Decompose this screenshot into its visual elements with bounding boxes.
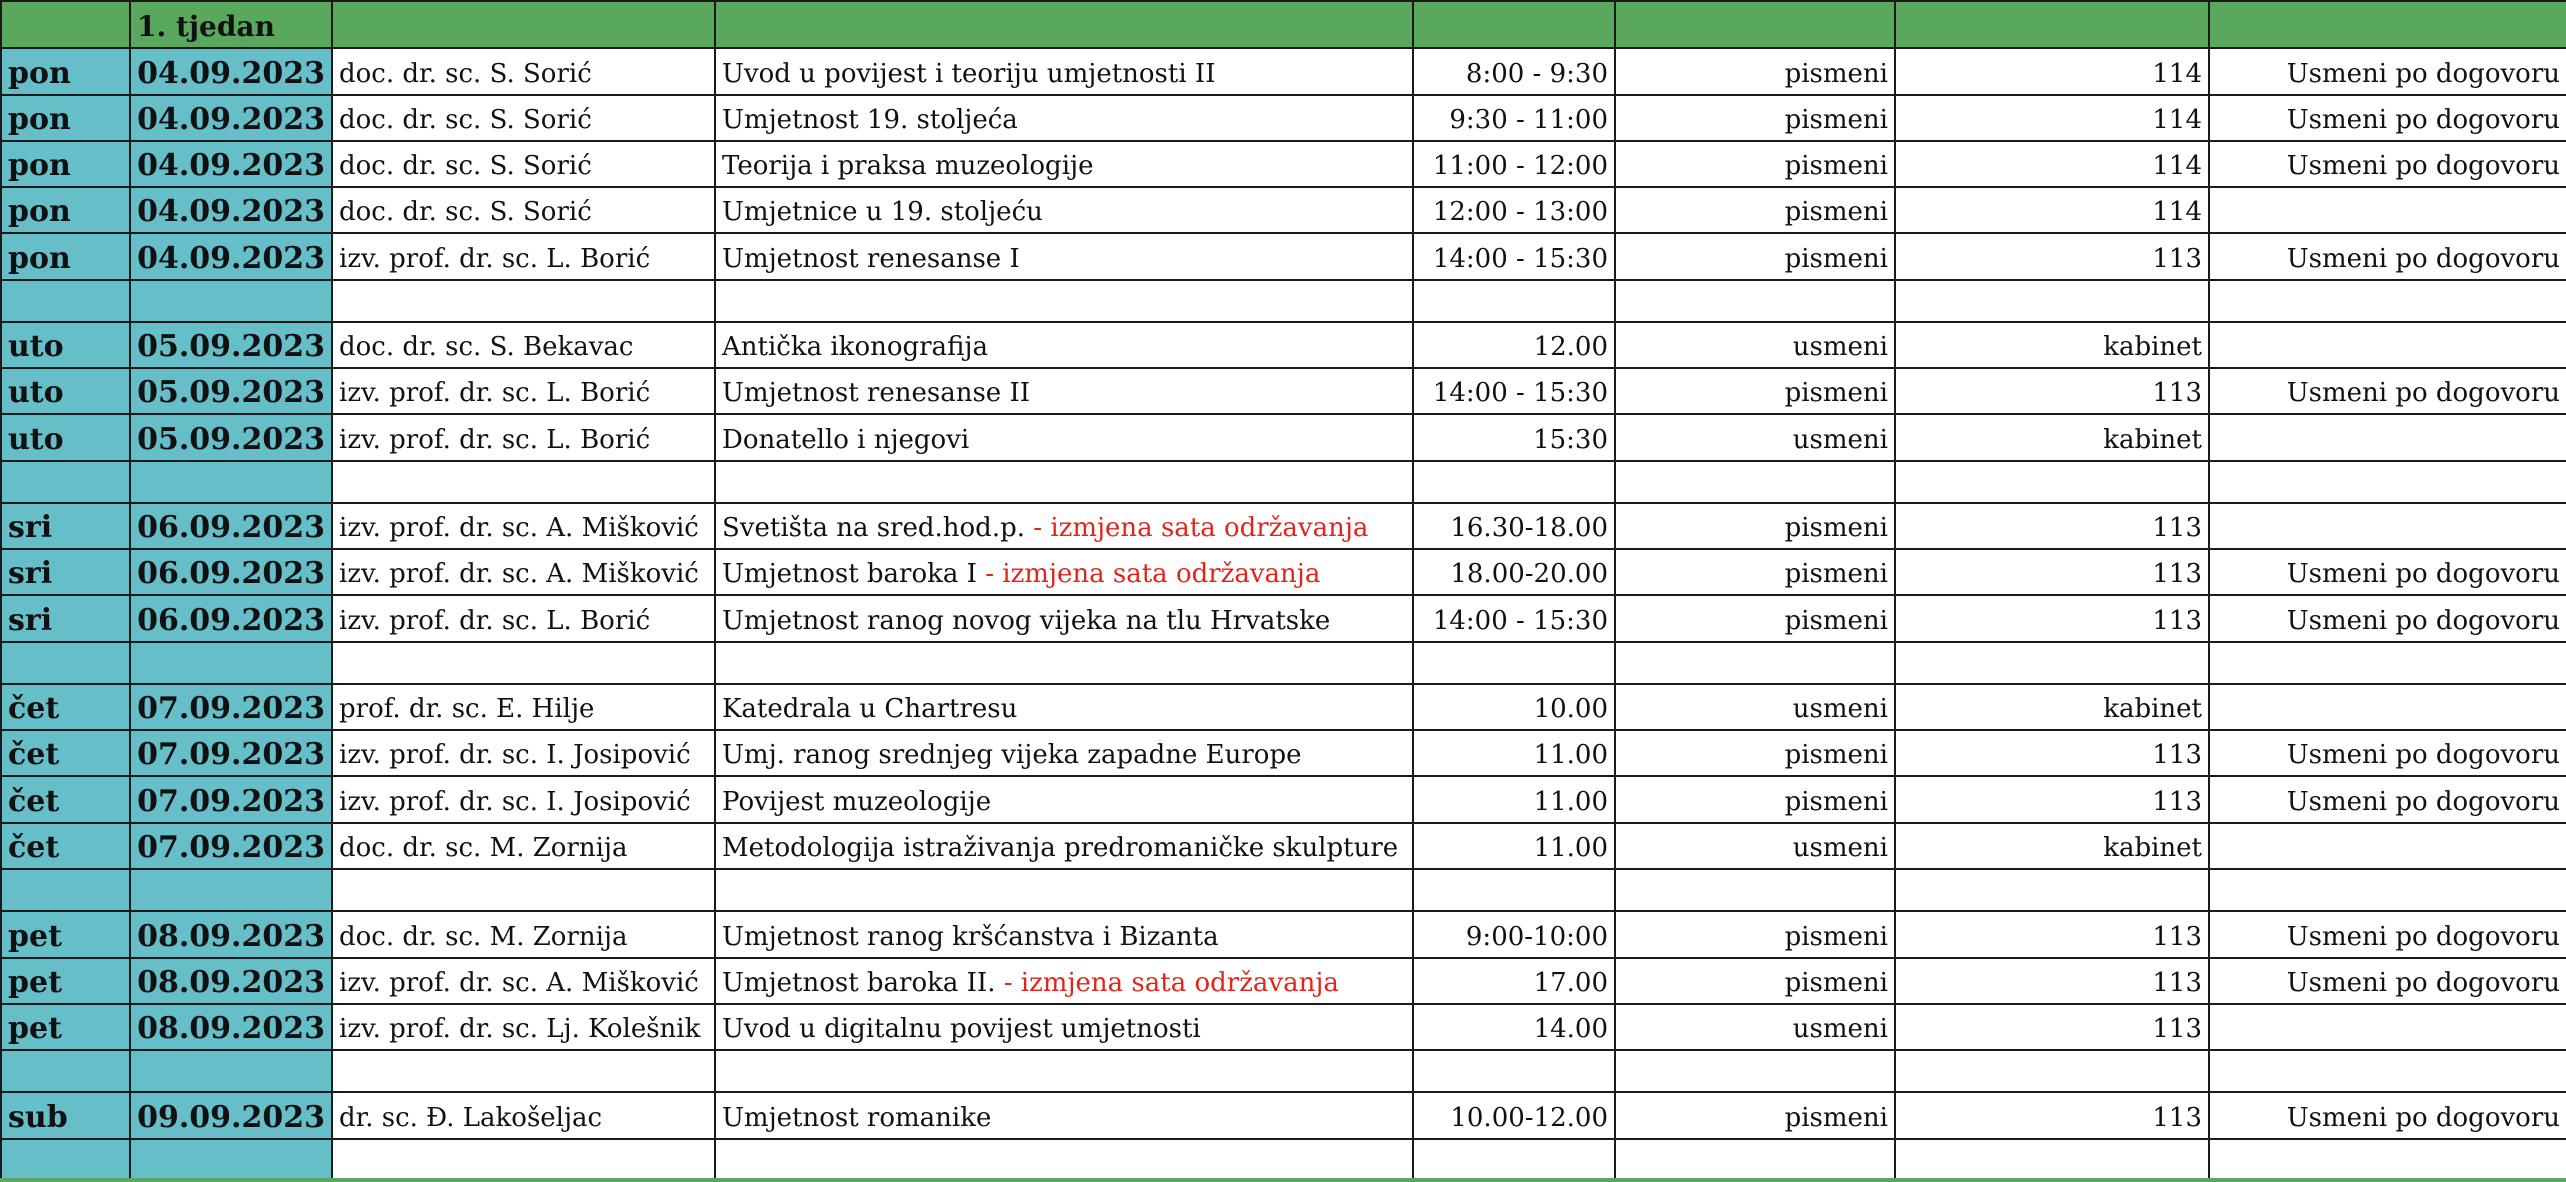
schedule-change-note: - izmjena sata održavanja xyxy=(1003,967,1339,998)
teacher-cell[interactable]: dr. sc. Đ. Lakošeljac xyxy=(332,1092,715,1138)
schedule-change-note: - izmjena sata održavanja xyxy=(1033,513,1369,544)
empty-cell[interactable] xyxy=(715,869,1413,911)
note-cell[interactable] xyxy=(2209,503,2566,549)
time-cell[interactable]: 14.00 xyxy=(1413,1004,1615,1050)
date-cell[interactable]: 08.09.2023 xyxy=(130,1004,332,1050)
day-cell[interactable]: pon xyxy=(1,187,130,233)
teacher-cell[interactable]: prof. dr. sc. E. Hilje xyxy=(332,684,715,730)
room-cell[interactable]: 113 xyxy=(1895,549,2209,595)
empty-cell[interactable] xyxy=(130,280,332,322)
note-cell[interactable]: Usmeni po dogovoru xyxy=(2209,141,2566,187)
day-cell[interactable]: čet xyxy=(1,730,130,776)
exam-type-cell[interactable]: pismeni xyxy=(1615,233,1895,279)
empty-cell[interactable] xyxy=(1615,280,1895,322)
time-cell[interactable]: 17.00 xyxy=(1413,958,1615,1004)
empty-cell[interactable] xyxy=(715,1139,1413,1180)
course-name: Povijest muzeologije xyxy=(722,786,992,817)
exam-row xyxy=(1,322,2566,368)
exam-row xyxy=(1,730,2566,776)
time-cell[interactable]: 18.00-20.00 xyxy=(1413,549,1615,595)
room-cell[interactable]: 113 xyxy=(1895,595,2209,641)
course-cell[interactable] xyxy=(715,684,1413,730)
exam-type-cell[interactable]: pismeni xyxy=(1615,958,1895,1004)
exam-type-cell[interactable]: pismeni xyxy=(1615,730,1895,776)
note-cell[interactable]: Usmeni po dogovoru xyxy=(2209,595,2566,641)
exam-type-cell[interactable]: usmeni xyxy=(1615,823,1895,869)
empty-cell[interactable] xyxy=(1,461,130,503)
separator-row xyxy=(1,1050,2566,1092)
room-cell[interactable]: 113 xyxy=(1895,1004,2209,1050)
course-cell[interactable] xyxy=(715,730,1413,776)
teacher-cell[interactable]: doc. dr. sc. S. Sorić xyxy=(332,141,715,187)
room-cell[interactable]: 114 xyxy=(1895,48,2209,94)
time-cell[interactable]: 11.00 xyxy=(1413,823,1615,869)
empty-cell[interactable] xyxy=(332,280,715,322)
time-cell[interactable]: 14:00 - 15:30 xyxy=(1413,595,1615,641)
empty-cell[interactable] xyxy=(1895,1139,2209,1180)
day-cell[interactable]: sri xyxy=(1,503,130,549)
note-cell[interactable]: Usmeni po dogovoru xyxy=(2209,233,2566,279)
note-cell[interactable]: Usmeni po dogovoru xyxy=(2209,48,2566,94)
note-cell[interactable]: Usmeni po dogovoru xyxy=(2209,368,2566,414)
time-cell[interactable]: 10.00-12.00 xyxy=(1413,1092,1615,1138)
date-cell[interactable]: 07.09.2023 xyxy=(130,684,332,730)
empty-cell[interactable] xyxy=(715,642,1413,684)
date-cell[interactable]: 04.09.2023 xyxy=(130,48,332,94)
course-cell[interactable] xyxy=(715,233,1413,279)
exam-type-cell[interactable]: pismeni xyxy=(1615,776,1895,822)
exam-row xyxy=(1,141,2566,187)
teacher-cell[interactable]: doc. dr. sc. S. Sorić xyxy=(332,95,715,141)
teacher-cell[interactable]: izv. prof. dr. sc. A. Mišković xyxy=(332,503,715,549)
empty-cell[interactable] xyxy=(1413,1050,1615,1092)
room-cell[interactable]: 113 xyxy=(1895,1092,2209,1138)
empty-cell[interactable] xyxy=(1895,869,2209,911)
date-cell[interactable]: 04.09.2023 xyxy=(130,233,332,279)
time-cell[interactable]: 11:00 - 12:00 xyxy=(1413,141,1615,187)
course-cell[interactable] xyxy=(715,595,1413,641)
time-cell[interactable]: 10.00 xyxy=(1413,684,1615,730)
room-cell[interactable]: kabinet xyxy=(1895,684,2209,730)
empty-cell[interactable] xyxy=(1,1139,130,1180)
course-cell[interactable] xyxy=(715,1004,1413,1050)
room-cell[interactable]: 113 xyxy=(1895,368,2209,414)
exam-row xyxy=(1,823,2566,869)
header-cell-course[interactable] xyxy=(715,1,1413,48)
header-cell-type[interactable] xyxy=(1615,1,1895,48)
course-cell[interactable] xyxy=(715,823,1413,869)
empty-cell[interactable] xyxy=(1413,642,1615,684)
exam-type-cell[interactable]: usmeni xyxy=(1615,684,1895,730)
separator-row xyxy=(1,642,2566,684)
empty-cell[interactable] xyxy=(1413,869,1615,911)
time-cell[interactable]: 9:00-10:00 xyxy=(1413,911,1615,957)
day-cell[interactable]: uto xyxy=(1,368,130,414)
course-cell[interactable] xyxy=(715,187,1413,233)
header-cell-teacher[interactable] xyxy=(332,1,715,48)
teacher-cell[interactable]: izv. prof. dr. sc. A. Mišković xyxy=(332,958,715,1004)
separator-row xyxy=(1,869,2566,911)
time-cell[interactable]: 14:00 - 15:30 xyxy=(1413,368,1615,414)
exam-type-cell[interactable]: pismeni xyxy=(1615,549,1895,595)
course-cell[interactable] xyxy=(715,368,1413,414)
empty-cell[interactable] xyxy=(1413,1139,1615,1180)
empty-cell[interactable] xyxy=(1615,1050,1895,1092)
sheet-body xyxy=(1,1,2566,1180)
date-cell[interactable]: 09.09.2023 xyxy=(130,1092,332,1138)
teacher-cell[interactable]: izv. prof. dr. sc. L. Borić xyxy=(332,414,715,460)
exam-row xyxy=(1,368,2566,414)
room-cell[interactable]: kabinet xyxy=(1895,414,2209,460)
week-label[interactable]: 1. tjedan xyxy=(130,1,332,48)
course-cell[interactable] xyxy=(715,1092,1413,1138)
teacher-cell[interactable]: izv. prof. dr. sc. I. Josipović xyxy=(332,776,715,822)
course-name: Teorija i praksa muzeologije xyxy=(722,151,1094,182)
time-cell[interactable]: 12.00 xyxy=(1413,322,1615,368)
course-name: Metodologija istraživanja predromaničke skulpture xyxy=(722,833,1399,863)
room-cell[interactable]: 113 xyxy=(1895,503,2209,549)
course-name: Katedrala u Chartresu xyxy=(722,694,1018,725)
note-cell[interactable]: Usmeni po dogovoru xyxy=(2209,911,2566,957)
exam-type-cell[interactable]: pismeni xyxy=(1615,368,1895,414)
note-cell[interactable] xyxy=(2209,187,2566,233)
course-cell[interactable] xyxy=(715,322,1413,368)
exam-type-cell[interactable]: pismeni xyxy=(1615,1092,1895,1138)
exam-row xyxy=(1,95,2566,141)
exam-type-cell[interactable]: pismeni xyxy=(1615,595,1895,641)
teacher-cell[interactable]: doc. dr. sc. S. Sorić xyxy=(332,48,715,94)
empty-cell[interactable] xyxy=(1413,280,1615,322)
empty-cell[interactable] xyxy=(1895,1050,2209,1092)
room-cell[interactable]: 113 xyxy=(1895,730,2209,776)
empty-cell[interactable] xyxy=(1615,869,1895,911)
date-cell[interactable]: 08.09.2023 xyxy=(130,911,332,957)
date-cell[interactable]: 07.09.2023 xyxy=(130,776,332,822)
course-cell[interactable] xyxy=(715,141,1413,187)
room-cell[interactable]: 113 xyxy=(1895,776,2209,822)
schedule-change-note: - izmjena sata održavanja xyxy=(985,559,1321,590)
separator-row xyxy=(1,461,2566,503)
time-cell[interactable]: 9:30 - 11:00 xyxy=(1413,95,1615,141)
empty-cell[interactable] xyxy=(1,1050,130,1092)
day-cell[interactable]: pon xyxy=(1,48,130,94)
empty-cell[interactable] xyxy=(715,280,1413,322)
course-cell[interactable] xyxy=(715,776,1413,822)
course-name: Umjetnice u 19. stoljeću xyxy=(722,197,1043,228)
room-cell[interactable]: 114 xyxy=(1895,95,2209,141)
header-cell-time[interactable] xyxy=(1413,1,1615,48)
room-cell[interactable]: 113 xyxy=(1895,958,2209,1004)
note-cell[interactable]: Usmeni po dogovoru xyxy=(2209,730,2566,776)
course-name: Antička ikonografija xyxy=(722,332,988,363)
empty-cell[interactable] xyxy=(1615,461,1895,503)
teacher-cell[interactable]: izv. prof. dr. sc. I. Josipović xyxy=(332,730,715,776)
empty-cell[interactable] xyxy=(332,1139,715,1180)
empty-cell[interactable] xyxy=(2209,1139,2566,1180)
exam-type-cell[interactable]: pismeni xyxy=(1615,187,1895,233)
course-cell[interactable] xyxy=(715,911,1413,957)
exam-type-cell[interactable]: pismeni xyxy=(1615,911,1895,957)
time-cell[interactable]: 12:00 - 13:00 xyxy=(1413,187,1615,233)
day-cell[interactable]: uto xyxy=(1,414,130,460)
time-cell[interactable]: 8:00 - 9:30 xyxy=(1413,48,1615,94)
day-cell[interactable]: sri xyxy=(1,595,130,641)
empty-cell[interactable] xyxy=(332,869,715,911)
room-cell[interactable]: 113 xyxy=(1895,233,2209,279)
day-cell[interactable]: uto xyxy=(1,322,130,368)
date-cell[interactable]: 05.09.2023 xyxy=(130,414,332,460)
empty-cell[interactable] xyxy=(2209,280,2566,322)
exam-row xyxy=(1,503,2566,549)
course-name: Uvod u povijest i teoriju umjetnosti II xyxy=(722,58,1216,89)
course-name: Umjetnost ranog kršćanstva i Bizanta xyxy=(722,921,1219,952)
empty-cell[interactable] xyxy=(1413,461,1615,503)
exam-row xyxy=(1,549,2566,595)
room-cell[interactable]: kabinet xyxy=(1895,823,2209,869)
header-cell-day[interactable] xyxy=(1,1,130,48)
course-name: Svetišta na sred.hod.p. xyxy=(722,513,1034,544)
exam-type-cell[interactable]: pismeni xyxy=(1615,48,1895,94)
exam-row xyxy=(1,1092,2566,1138)
time-cell[interactable]: 11.00 xyxy=(1413,730,1615,776)
empty-cell[interactable] xyxy=(715,1050,1413,1092)
teacher-cell[interactable]: izv. prof. dr. sc. Lj. Kolešnik xyxy=(332,1004,715,1050)
empty-cell[interactable] xyxy=(1895,642,2209,684)
note-cell[interactable] xyxy=(2209,684,2566,730)
separator-row xyxy=(1,1139,2566,1180)
course-cell[interactable] xyxy=(715,503,1413,549)
day-cell[interactable]: čet xyxy=(1,823,130,869)
time-cell[interactable]: 15:30 xyxy=(1413,414,1615,460)
course-name: Umjetnost renesanse I xyxy=(722,243,1020,274)
teacher-cell[interactable]: izv. prof. dr. sc. A. Mišković xyxy=(332,549,715,595)
course-name: Uvod u digitalnu povijest umjetnosti xyxy=(722,1014,1201,1045)
day-cell[interactable]: sub xyxy=(1,1092,130,1138)
exam-row xyxy=(1,911,2566,957)
separator-row xyxy=(1,280,2566,322)
exam-row xyxy=(1,595,2566,641)
teacher-cell[interactable]: izv. prof. dr. sc. L. Borić xyxy=(332,595,715,641)
date-cell[interactable]: 05.09.2023 xyxy=(130,322,332,368)
course-cell[interactable] xyxy=(715,549,1413,595)
header-row xyxy=(1,1,2566,48)
note-cell[interactable] xyxy=(2209,1004,2566,1050)
course-name: Umjetnost renesanse II xyxy=(722,378,1030,409)
empty-cell[interactable] xyxy=(1,869,130,911)
exam-row xyxy=(1,776,2566,822)
course-name: Umjetnost romanike xyxy=(722,1102,992,1133)
empty-cell[interactable] xyxy=(2209,461,2566,503)
date-cell[interactable]: 04.09.2023 xyxy=(130,95,332,141)
empty-cell[interactable] xyxy=(130,869,332,911)
course-cell[interactable] xyxy=(715,958,1413,1004)
empty-cell[interactable] xyxy=(332,1050,715,1092)
note-cell[interactable] xyxy=(2209,823,2566,869)
exam-row xyxy=(1,684,2566,730)
room-cell[interactable]: kabinet xyxy=(1895,322,2209,368)
course-cell[interactable] xyxy=(715,414,1413,460)
note-cell[interactable]: Usmeni po dogovoru xyxy=(2209,549,2566,595)
empty-cell[interactable] xyxy=(1895,461,2209,503)
date-cell[interactable]: 07.09.2023 xyxy=(130,730,332,776)
room-cell[interactable]: 114 xyxy=(1895,187,2209,233)
course-name: Umjetnost baroka I xyxy=(722,559,986,590)
course-cell[interactable] xyxy=(715,48,1413,94)
day-cell[interactable]: pet xyxy=(1,1004,130,1050)
empty-cell[interactable] xyxy=(1615,642,1895,684)
course-name: Umjetnost baroka II. xyxy=(722,967,1004,998)
teacher-cell[interactable]: izv. prof. dr. sc. L. Borić xyxy=(332,368,715,414)
empty-cell[interactable] xyxy=(1615,1139,1895,1180)
time-cell[interactable]: 16.30-18.00 xyxy=(1413,503,1615,549)
note-cell[interactable]: Usmeni po dogovoru xyxy=(2209,95,2566,141)
teacher-cell[interactable]: doc. dr. sc. S. Bekavac xyxy=(332,322,715,368)
day-cell[interactable]: pon xyxy=(1,233,130,279)
empty-cell[interactable] xyxy=(715,461,1413,503)
date-cell[interactable]: 06.09.2023 xyxy=(130,595,332,641)
exam-type-cell[interactable]: pismeni xyxy=(1615,141,1895,187)
time-cell[interactable]: 14:00 - 15:30 xyxy=(1413,233,1615,279)
exam-row xyxy=(1,187,2566,233)
empty-cell[interactable] xyxy=(130,1139,332,1180)
empty-cell[interactable] xyxy=(1895,280,2209,322)
exam-type-cell[interactable]: usmeni xyxy=(1615,322,1895,368)
note-cell[interactable]: Usmeni po dogovoru xyxy=(2209,776,2566,822)
empty-cell[interactable] xyxy=(130,461,332,503)
date-cell[interactable]: 06.09.2023 xyxy=(130,503,332,549)
course-name: Umjetnost 19. stoljeća xyxy=(722,104,1018,135)
day-cell[interactable]: pet xyxy=(1,911,130,957)
empty-cell[interactable] xyxy=(1,280,130,322)
course-name: Umjetnost ranog novog vijeka na tlu Hrvatske xyxy=(722,605,1331,636)
course-name: Donatello i njegovi xyxy=(722,424,970,455)
day-cell[interactable]: pon xyxy=(1,141,130,187)
room-cell[interactable]: 113 xyxy=(1895,911,2209,957)
course-name: Umj. ranog srednjeg vijeka zapadne Europe xyxy=(722,740,1302,771)
empty-cell[interactable] xyxy=(332,642,715,684)
date-cell[interactable]: 08.09.2023 xyxy=(130,958,332,1004)
teacher-cell[interactable]: doc. dr. sc. M. Zornija xyxy=(332,911,715,957)
date-cell[interactable]: 06.09.2023 xyxy=(130,549,332,595)
exam-row xyxy=(1,958,2566,1004)
note-cell[interactable]: Usmeni po dogovoru xyxy=(2209,958,2566,1004)
day-cell[interactable]: čet xyxy=(1,776,130,822)
exam-row xyxy=(1,48,2566,94)
empty-cell[interactable] xyxy=(2209,1050,2566,1092)
note-cell[interactable]: Usmeni po dogovoru xyxy=(2209,1092,2566,1138)
exam-row xyxy=(1,233,2566,279)
empty-cell[interactable] xyxy=(2209,869,2566,911)
room-cell[interactable]: 114 xyxy=(1895,141,2209,187)
time-cell[interactable]: 11.00 xyxy=(1413,776,1615,822)
date-cell[interactable]: 07.09.2023 xyxy=(130,823,332,869)
empty-cell[interactable] xyxy=(332,461,715,503)
teacher-cell[interactable]: doc. dr. sc. S. Sorić xyxy=(332,187,715,233)
teacher-cell[interactable]: doc. dr. sc. M. Zornija xyxy=(332,823,715,869)
exam-type-cell[interactable]: pismeni xyxy=(1615,95,1895,141)
exam-type-cell[interactable]: pismeni xyxy=(1615,503,1895,549)
note-cell[interactable] xyxy=(2209,414,2566,460)
day-cell[interactable]: pet xyxy=(1,958,130,1004)
day-cell[interactable]: sri xyxy=(1,549,130,595)
date-cell[interactable]: 05.09.2023 xyxy=(130,368,332,414)
exam-row xyxy=(1,1004,2566,1050)
exam-type-cell[interactable]: usmeni xyxy=(1615,414,1895,460)
exam-type-cell[interactable]: usmeni xyxy=(1615,1004,1895,1050)
header-cell-note[interactable] xyxy=(2209,1,2566,48)
date-cell[interactable]: 04.09.2023 xyxy=(130,141,332,187)
header-cell-room[interactable] xyxy=(1895,1,2209,48)
day-cell[interactable]: čet xyxy=(1,684,130,730)
note-cell[interactable] xyxy=(2209,322,2566,368)
day-cell[interactable]: pon xyxy=(1,95,130,141)
empty-cell[interactable] xyxy=(130,1050,332,1092)
exam-row xyxy=(1,414,2566,460)
empty-cell[interactable] xyxy=(2209,642,2566,684)
empty-cell[interactable] xyxy=(1,642,130,684)
date-cell[interactable]: 04.09.2023 xyxy=(130,187,332,233)
teacher-cell[interactable]: izv. prof. dr. sc. L. Borić xyxy=(332,233,715,279)
empty-cell[interactable] xyxy=(130,642,332,684)
course-cell[interactable] xyxy=(715,95,1413,141)
